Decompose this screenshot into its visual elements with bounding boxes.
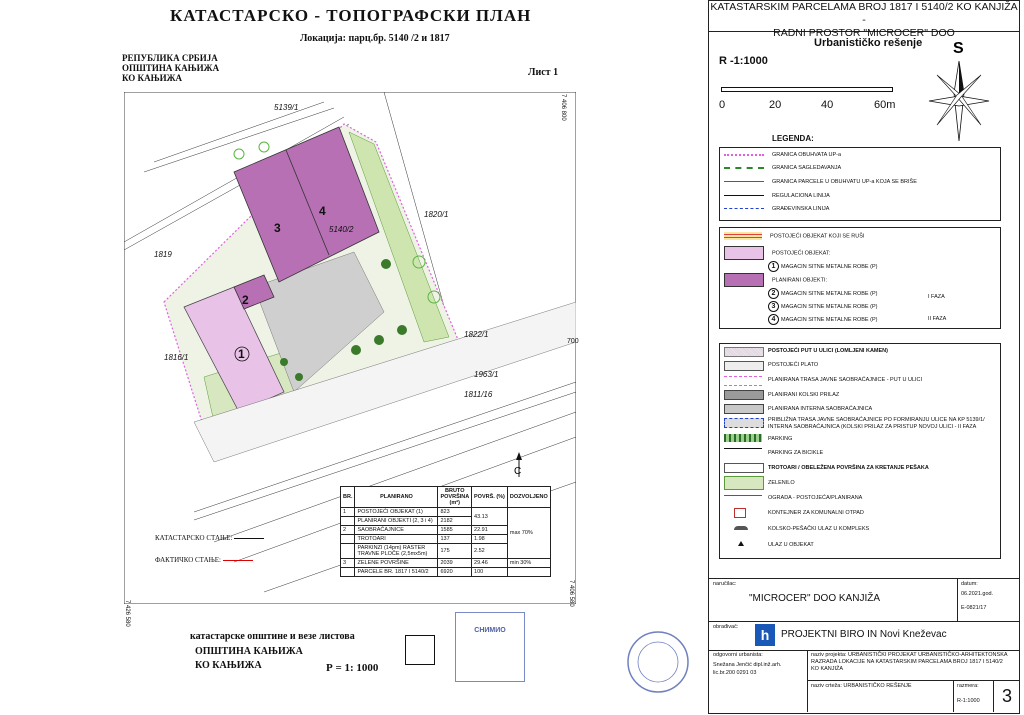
org-line: КО КАЊИЖА <box>122 73 182 83</box>
project-block: odgovorni urbanista: Snežana Jenčić dipl.inž.arh. lic.br.200 0291 03 naziv projekta: URBANISTIČKI PROJEKAT URBANISTIČKO-ARHITEKTONSKA RAZRADA LOKACIJE NA KATASTARSKIM PARCELAMA BROJ 1817 I 5140/2 KO KANJIŽA naziv crteža: URBANISTIČKO REŠENJE razmera: R-1:1000 3 <box>709 650 1019 712</box>
legend-traffic: POSTOJEĆI PUT U ULICI (LOMLJENI KAMEN) POSTOJEĆI PLATO PLANIRANA TRASA JAVNE SAOBRAĆAJNICE - PUT U ULICI PLANIRANI KOLSKI PRILAZ PLANIRANA INTERNA SAOBRAĆAJNICA PRIBLIŽNA TRASA JAVNE SAOBRAĆAJNICE PO FORMIRANJU ULICE NA KP 5139/1/ INTERNA SAOBRAĆAJNICA (KOLSKI PRILAZ ZA PRISTUP NOVOJ ULICI - II FAZA PARKING PARKING ZA BICIKLE TROTOARI / OBELEŽENA POVRŠINA ZA KRETANJE PEŠAKA ZELENILO OGRADA - POSTOJEĆA/PLANIRANA KONTEJNER ZA KOMUNALNI OTPAD KOLSKO-PEŠAČKI ULAZ U KOMPLEKS ULAZ U OBJEKAT <box>719 343 1001 559</box>
statistics-table <box>340 486 551 577</box>
svg-text:S: S <box>953 40 964 57</box>
client-block: naručilac: "MICROCER" DOO KANJIŽA datum: 06.2021.god. E-0821/17 <box>709 578 1019 622</box>
table-header: BR. <box>341 487 355 508</box>
table-row: 1 POSTOJEĆI OBJEKAT (1) 823 43.13 max 70% <box>341 508 551 517</box>
parcel-label: 5139/1 <box>274 103 299 112</box>
table-row: 2 SAOBRAĆAJNICE 1585 22.91 <box>341 526 551 535</box>
coord-label: 7 406 800 <box>560 94 566 121</box>
org-block <box>122 53 219 83</box>
scale-label: R -1:1000 <box>719 55 768 67</box>
page-title: КАТАСТАРСКО - ТОПОГРАФСКИ ПЛАН <box>170 6 532 25</box>
table-row: TROTOARI 137 1.98 <box>341 535 551 544</box>
table-row: PARKINZI (14pm) RASTER TRAVNE PLOČE (2,5mx5m) 175 2.52 <box>341 544 551 559</box>
table-row: PARCELE BR. 1817 I 5140/2 6920 100 <box>341 568 551 577</box>
parcel-label: 1963/1 <box>474 370 499 379</box>
parcel-label: 1822/1 <box>464 330 489 339</box>
table-header: BRUTO POVRŠINA (m²) <box>438 487 472 508</box>
scale-tick: 20 <box>769 99 782 111</box>
parcel-label: 5140/2 <box>329 225 354 234</box>
header-line: KATASTARSKIM PARCELAMA BROJ 1817 I 5140/2 KO KANJIŽA - <box>710 1 1018 26</box>
coord-label: 7 406 580 <box>568 580 574 607</box>
maker-block: obrađivač: h PROJEKTNI BIRO IN Novi Kneževac <box>709 620 1019 651</box>
company-logo: h <box>755 624 775 646</box>
org-line: РЕПУБЛИКА СРБИЈА <box>122 53 218 63</box>
table-row: 3 ZELENE POVRŠINE 2039 29.46 min 30% <box>341 559 551 568</box>
scale-bar <box>721 87 893 92</box>
sheet-index-diagram <box>405 635 435 665</box>
object-label: 3 <box>274 221 281 235</box>
parcel-label: 1816/1 <box>164 353 189 362</box>
coord-label: 7 426 580 <box>124 600 130 627</box>
table-header: PLANIRANO <box>355 487 438 508</box>
scale-tick: 60m <box>874 99 896 111</box>
scale-tick: 0 <box>719 99 726 111</box>
table-row: PLANIRANI OBJEKTI (2, 3 i 4) 2182 <box>341 517 551 526</box>
legend-title: LEGENDA: <box>772 134 814 143</box>
legend-lines: GRANICA OBUHVATA UP-a GRANICA SAGLEDAVANJA GRANICA PARCELE U OBUHVATU UP-a KOJA SE BRIŠE REGULACIONA LINIJA GRAĐEVINSKA LINIJA <box>719 147 1001 221</box>
footer-line: ОПШТИНА КАЊИЖА <box>195 646 303 657</box>
object-label: 4 <box>319 204 326 218</box>
legend-objects: POSTOJEĆI OBJEKAT KOJI SE RUŠI POSTOJEĆI OBJEKAT: 1 MAGACIN SITNE METALNE ROBE (P) PLANIRANI OBJEKTI: 2 MAGACIN SITNE METALNE ROBE (P) 3 MAGACIN SITNE METALNE ROBE (P) 4 MAGACIN SITNE METALNE ROBE (P) I FAZA II FAZA <box>719 227 1001 329</box>
location-line: Локација: парц.бр. 5140 /2 и 1817 <box>300 33 450 44</box>
statistics-table-wrap <box>340 486 551 577</box>
legend-cadastral: КАТАСТАРСКО СТАЊЕ: <box>155 534 264 542</box>
parcel-label: 1820/1 <box>424 210 449 219</box>
object-label: 1 <box>238 347 245 361</box>
panel-header <box>709 1 1019 39</box>
compass-rose-icon <box>909 33 1009 153</box>
parcel-label: 1811/16 <box>464 390 493 399</box>
coord-label: 700 <box>567 338 579 345</box>
footer-line: КО КАЊИЖА <box>195 660 262 671</box>
org-line: ОПШТИНА КАЊИЖА <box>122 63 220 73</box>
svg-text:С: С <box>514 466 522 477</box>
table-header: DOZVOLJENO <box>507 487 550 508</box>
company-name: PROJEKTNI BIRO IN Novi Kneževac <box>781 629 947 640</box>
stamp: СНИМИО <box>455 612 525 682</box>
sheet-number: 3 <box>993 680 1020 712</box>
title-block-panel <box>708 0 1020 714</box>
table-header: POVRŠ. (%) <box>472 487 508 508</box>
footer-line: катастарске општине и везе листова <box>190 631 355 642</box>
header-line: RADNI PROSTOR "MICROCER" DOO <box>773 27 955 39</box>
object-label: 2 <box>242 293 249 307</box>
scale-label: Р = 1: 1000 <box>326 662 379 674</box>
client-name: "MICROCER" DOO KANJIŽA <box>749 593 880 604</box>
sheet-label: Лист 1 <box>528 67 559 78</box>
round-seal <box>624 628 692 696</box>
scale-tick: 40 <box>821 99 834 111</box>
parcel-label: 1819 <box>154 250 172 259</box>
drawing-subtitle: Urbanističko rešenje <box>814 37 923 49</box>
legend-factual: ФАКТИЧКО СТАЊЕ: <box>155 556 253 564</box>
